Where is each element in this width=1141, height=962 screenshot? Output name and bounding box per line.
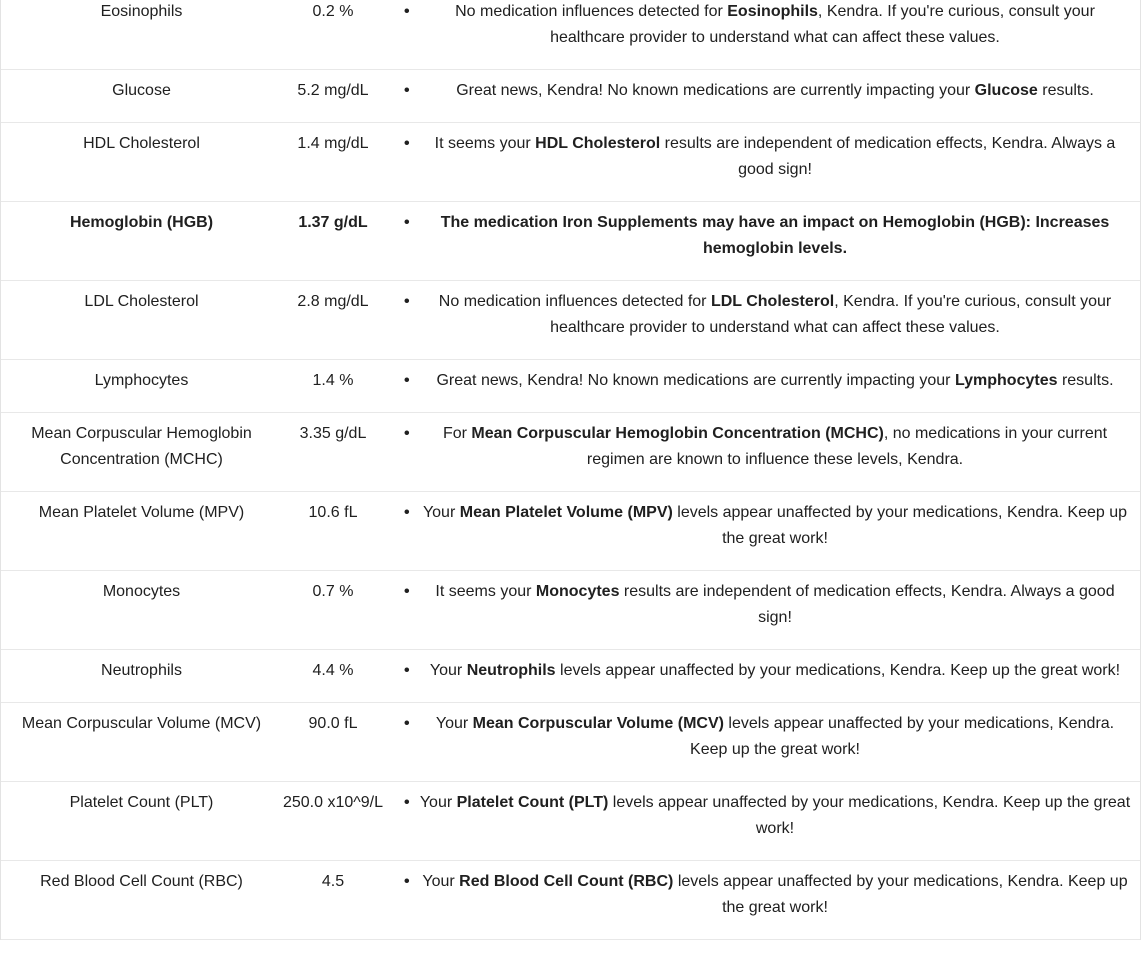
note-test-name: Mean Platelet Volume (MPV)	[459, 504, 673, 521]
note-test-name: Platelet Count (PLT)	[456, 794, 609, 811]
test-value: 4.4 %	[312, 662, 354, 679]
medication-note	[384, 869, 1140, 921]
note-test-name: Lymphocytes	[954, 372, 1058, 389]
note-text-start: Your	[435, 715, 473, 732]
medication-note	[384, 711, 1140, 763]
note-text-start: It seems your	[435, 583, 536, 600]
note-test-name: Red Blood Cell Count (RBC)	[459, 873, 674, 890]
note-text	[422, 873, 1127, 916]
note-text	[436, 715, 1114, 758]
test-name: Mean Corpuscular Hemoglobin Concentration (MCHC)	[31, 425, 252, 468]
test-name: LDL Cholesterol	[84, 293, 199, 310]
bullet-icon: •	[404, 504, 410, 521]
note-text	[435, 583, 1114, 626]
note-text-start: Your	[422, 504, 460, 521]
note-text-end: levels appear unaffected by your medications, Kendra. Keep up the great work!	[555, 662, 1121, 679]
note-text-end: levels appear unaffected by your medications, Kendra. Keep up the great work!	[608, 794, 1131, 837]
bullet-icon: •	[404, 583, 410, 600]
note-text	[456, 82, 1094, 99]
medication-note	[384, 500, 1140, 552]
bullet-icon: •	[404, 794, 410, 811]
table-row	[1, 703, 1140, 782]
note-text	[430, 662, 1120, 679]
note-text-end: levels appear unaffected by your medications, Kendra. Keep up the great work!	[672, 504, 1128, 547]
note-text-end: results.	[1057, 372, 1114, 389]
note-text-start: Your	[419, 794, 457, 811]
test-name: Platelet Count (PLT)	[69, 794, 214, 811]
table-row	[1, 861, 1140, 940]
test-value: 250.0 x10^9/L	[282, 794, 384, 811]
medication-note	[384, 210, 1140, 262]
medication-note	[384, 368, 1140, 394]
note-text	[435, 135, 1116, 178]
test-value: 2.8 mg/dL	[297, 293, 369, 310]
note-text-start: No medication influences detected for	[438, 293, 711, 310]
note-text-end: levels appear unaffected by your medications, Kendra. Keep up the great work!	[673, 873, 1128, 916]
medication-note	[384, 131, 1140, 183]
note-test-name: Neutrophils	[466, 662, 556, 679]
test-value: 0.2 %	[312, 3, 354, 20]
medication-note	[384, 289, 1140, 341]
test-value: 1.4 mg/dL	[297, 135, 369, 152]
test-name: Monocytes	[102, 583, 181, 600]
note-text-start: No medication influences detected for	[455, 3, 728, 20]
note-text-end: results are independent of medication effects, Kendra. Always a good sign!	[660, 135, 1116, 178]
test-name: Lymphocytes	[94, 372, 189, 389]
table-row	[1, 492, 1140, 571]
note-test-name: Glucose	[974, 82, 1038, 99]
table-row	[1, 123, 1140, 202]
note-test-name: Monocytes	[535, 583, 620, 600]
note-text	[455, 3, 1095, 46]
test-name: Mean Platelet Volume (MPV)	[38, 504, 245, 521]
table-row	[1, 571, 1140, 650]
note-text	[443, 425, 1107, 468]
note-text-end: results are independent of medication effects, Kendra. Always a good sign!	[619, 583, 1115, 626]
table-row	[1, 413, 1140, 492]
note-test-name: HDL Cholesterol	[535, 135, 661, 152]
note-text	[439, 293, 1111, 336]
bullet-icon: •	[404, 82, 410, 99]
bullet-icon: •	[404, 3, 410, 20]
test-name: Neutrophils	[101, 662, 182, 679]
bullet-icon: •	[404, 425, 410, 442]
test-value: 90.0 fL	[308, 715, 358, 732]
bullet-icon: •	[404, 372, 410, 389]
note-test-name: Mean Corpuscular Volume (MCV)	[472, 715, 724, 732]
note-text-end: , Kendra. If you're curious, consult your healthcare provider to understand what can affect these values.	[550, 3, 1095, 46]
table-row	[1, 281, 1140, 360]
medication-note	[384, 790, 1140, 842]
test-name: Hemoglobin (HGB)	[69, 214, 214, 231]
test-name: Glucose	[112, 82, 171, 99]
note-text-end: results.	[1037, 82, 1094, 99]
table-row	[1, 70, 1140, 123]
test-value: 5.2 mg/dL	[297, 82, 369, 99]
table-row	[1, 360, 1140, 413]
test-name: Eosinophils	[100, 3, 183, 20]
note-text-end: , no medications in your current regimen are known to influence these levels, Kendra.	[586, 425, 1108, 468]
medication-note	[384, 579, 1140, 631]
test-name: Red Blood Cell Count (RBC)	[40, 873, 243, 890]
note-text-end: levels appear unaffected by your medications, Kendra. Keep up the great work!	[690, 715, 1115, 758]
table-row	[1, 650, 1140, 703]
test-name: HDL Cholesterol	[83, 135, 200, 152]
note-text-start: For	[442, 425, 472, 442]
bullet-icon: •	[404, 662, 410, 679]
medication-note	[384, 0, 1140, 51]
test-value: 4.5	[321, 873, 345, 890]
note-text	[423, 504, 1127, 547]
note-text-start: Great news, Kendra! No known medications are currently impacting your	[456, 82, 975, 99]
test-value: 1.37 g/dL	[298, 214, 368, 231]
note-text-end: , Kendra. If you're curious, consult your healthcare provider to understand what can affect these values.	[550, 293, 1112, 336]
bullet-icon: •	[404, 715, 410, 732]
note-text-start: The medication Iron Supplements may have an impact on Hemoglobin (HGB): Increases hemoglobin levels.	[440, 214, 1110, 257]
note-text-start: It seems your	[434, 135, 536, 152]
table-row	[1, 0, 1140, 70]
table-row	[1, 782, 1140, 861]
note-text-start: Your	[429, 662, 467, 679]
medication-note	[384, 78, 1140, 104]
note-test-name: LDL Cholesterol	[710, 293, 835, 310]
note-text	[436, 372, 1113, 389]
bullet-icon: •	[404, 293, 410, 310]
test-name: Mean Corpuscular Volume (MCV)	[21, 715, 262, 732]
test-value: 0.7 %	[312, 583, 354, 600]
test-value: 10.6 fL	[308, 504, 358, 521]
test-value: 3.35 g/dL	[299, 425, 367, 442]
test-value: 1.4 %	[312, 372, 354, 389]
note-text-start: Your	[422, 873, 460, 890]
note-test-name: Mean Corpuscular Hemoglobin Concentration (MCHC)	[471, 425, 884, 442]
medication-note	[384, 658, 1140, 684]
note-text-start: Great news, Kendra! No known medications are currently impacting your	[436, 372, 955, 389]
table-row	[1, 202, 1140, 281]
bullet-icon: •	[404, 214, 410, 231]
bullet-icon: •	[404, 873, 410, 890]
medication-note	[384, 421, 1140, 473]
bullet-icon: •	[404, 135, 410, 152]
note-text	[420, 794, 1130, 837]
note-test-name: Eosinophils	[727, 3, 818, 20]
note-text	[441, 214, 1110, 257]
